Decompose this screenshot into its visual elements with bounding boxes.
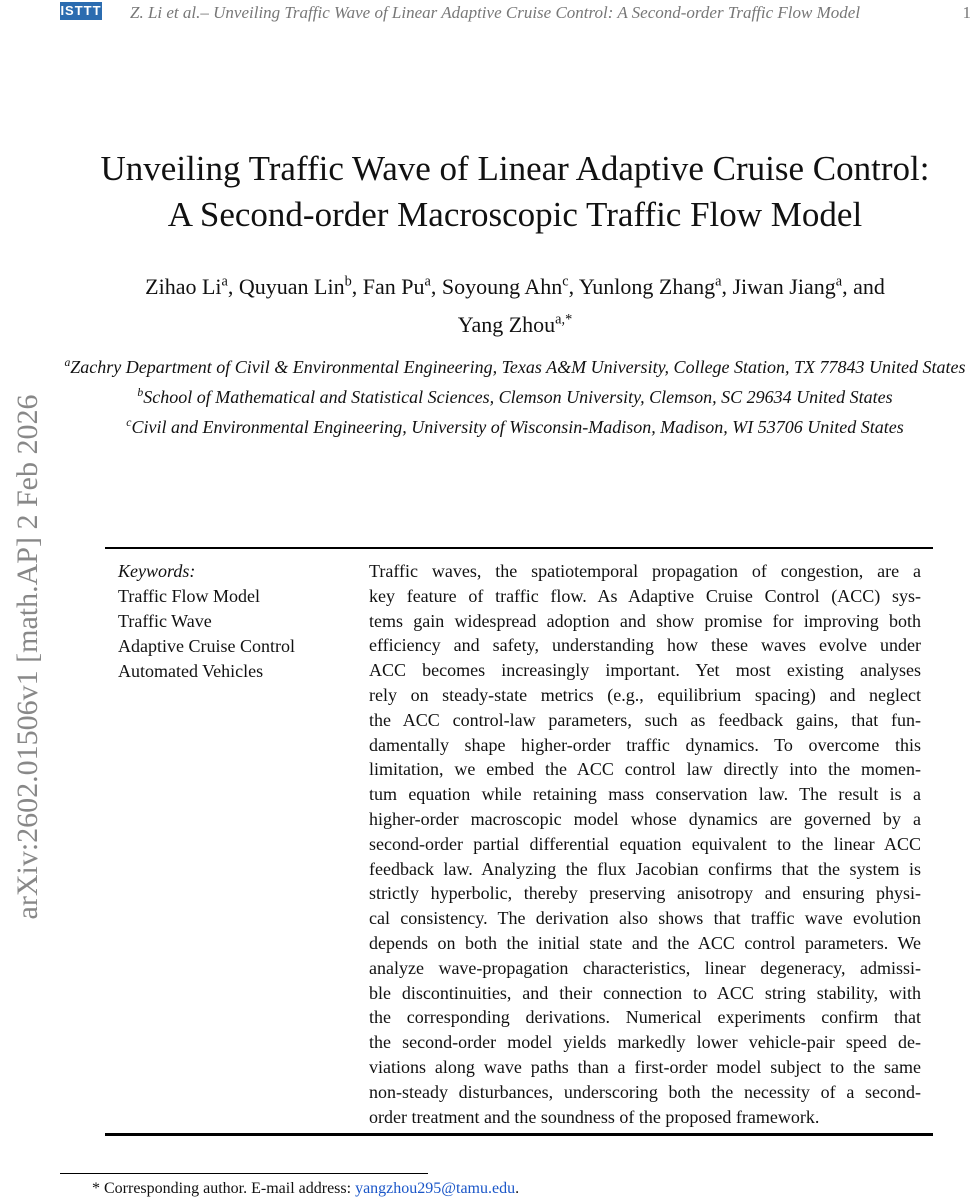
author-separator: , [430, 274, 442, 300]
author-separator: , [351, 274, 363, 300]
footnote-text: * Corresponding author. E-mail address: [92, 1180, 356, 1197]
abstract-line: non-steady disturbances, underscoring both the necessity of a second- [369, 1081, 921, 1102]
page-number: 1 [962, 3, 971, 22]
affiliation-mark: c [126, 416, 132, 429]
author-separator: , [568, 274, 579, 300]
abstract-line: analyze wave-propagation characteristics, linear degeneracy, admissi- [369, 957, 921, 978]
abstract-line: second-order partial differential equation equivalent to the linear ACC [369, 833, 921, 854]
abstract-line: tum equation while retaining mass conservation law. The result is a [369, 784, 921, 805]
abstract-line: viations along wave paths than a first-order model subject to the same [369, 1056, 921, 1077]
author-name: Yang Zhou [457, 311, 556, 337]
affiliation [60, 380, 970, 410]
abstract-line: ACC becomes increasingly important. Yet most existing analyses [369, 660, 921, 681]
affiliations [60, 350, 970, 440]
affiliation-text: Civil and Environmental Engineering, University of Wisconsin-Madison, Madison, WI 53706 United States [131, 417, 904, 437]
abstract [369, 559, 921, 1129]
author [579, 274, 733, 299]
keywords-heading: Keywords: [118, 561, 196, 581]
abstract-line: the ACC control-law parameters, such as feedback gains, that fun- [369, 709, 921, 730]
affiliation-mark: a [64, 356, 71, 369]
affiliation [60, 350, 970, 380]
abstract-bottom-rule [105, 1133, 933, 1136]
author [239, 274, 363, 299]
abstract-line: higher-order macroscopic model whose dynamics are governed by a [369, 808, 921, 829]
affiliation-mark: b [137, 386, 144, 399]
author [145, 274, 239, 299]
author-affiliation-mark: b [344, 274, 352, 290]
affiliation-text: School of Mathematical and Statistical Sciences, Clemson University, Clemson, SC 29634 United States [143, 387, 893, 407]
abstract-line: the second-order model yields markedly lower vehicle-pair speed de- [369, 1032, 921, 1053]
abstract-line: ble discontinuities, and their connection to ACC string stability, with [369, 982, 921, 1003]
abstract-line: cal consistency. The derivation also shows that traffic wave evolution [369, 908, 921, 929]
abstract-line: limitation, we embed the ACC control law directly into the momen- [369, 759, 921, 780]
abstract-line: efficiency and safety, understanding how these waves evolve under [369, 635, 921, 656]
footnote-end: . [515, 1180, 520, 1197]
author-affiliation-mark: a [424, 274, 431, 290]
author-affiliation-mark: c [562, 274, 569, 290]
author-affiliation-mark: a [221, 274, 228, 290]
abstract-line: damentally shape higher-order traffic dynamics. To overcome this [369, 734, 921, 755]
abstract-line: key feature of traffic flow. As Adaptive Cruise Control (ACC) sys- [369, 585, 921, 606]
abstract-line: feedback law. Analyzing the flux Jacobian confirms that the system is [369, 858, 921, 879]
author-name: Zihao Li [145, 274, 222, 300]
title-line: Unveiling Traffic Wave of Linear Adaptive Cruise Control: [100, 149, 930, 188]
author-name: Quyuan Lin [238, 274, 345, 300]
abstract-line: strictly hyperbolic, thereby preserving anisotropy and ensuring physi- [369, 883, 921, 904]
keyword: Traffic Wave [118, 611, 212, 631]
title-line: A Second-order Macroscopic Traffic Flow Model [167, 195, 863, 234]
keyword: Adaptive Cruise Control [118, 636, 295, 656]
page-header [0, 2, 977, 24]
arxiv-stamp[interactable]: arXiv:2602.01506v1 [math.AP] 2 Feb 2026 [11, 394, 44, 920]
abstract-line: rely on steady-state metrics (e.g., equilibrium spacing) and neglect [369, 684, 921, 705]
running-title: Z. Li et al.– Unveiling Traffic Wave of Linear Adaptive Cruise Control: A Second-order Traffic Flow Model [130, 3, 861, 22]
author [458, 312, 572, 337]
affiliation [60, 410, 970, 440]
abstract-line: order treatment and the soundness of the proposed framework. [369, 1106, 820, 1127]
email-link[interactable]: yangzhou295@tamu.edu [355, 1180, 516, 1197]
abstract-line: the corresponding derivations. Numerical experiments confirm that [369, 1007, 921, 1028]
footnote [92, 1180, 519, 1198]
abstract-line: Traffic waves, the spatiotemporal propagation of congestion, are a [369, 561, 921, 581]
author-name: Soyoung Ahn [441, 274, 563, 300]
author-separator: , [721, 274, 733, 300]
author [442, 274, 579, 299]
author-separator: , and [842, 274, 885, 300]
keyword: Traffic Flow Model [118, 586, 261, 606]
keyword: Automated Vehicles [118, 661, 264, 681]
author-name: Jiwan Jiang [732, 274, 836, 300]
abstract-line: depends on both the initial state and the ACC control parameters. We [369, 932, 921, 953]
author-affiliation-mark: a [835, 274, 843, 290]
author-affiliation-mark: a [715, 274, 722, 290]
affiliation-text: Zachry Department of Civil & Environmental Engineering, Texas A&M University, College Station, TX 77843 United States [70, 357, 966, 377]
keywords-block [118, 559, 295, 684]
footnote-rule [60, 1173, 428, 1174]
abstract-line: tems gain widespread adoption and show promise for improving both [369, 610, 921, 631]
author-name: Fan Pu [362, 274, 425, 300]
author [732, 274, 884, 299]
abstract-top-rule [105, 547, 933, 549]
author-name: Yunlong Zhang [578, 274, 716, 300]
author-separator: , [227, 274, 239, 300]
paper-title [60, 146, 970, 238]
author-list [60, 266, 970, 341]
author [363, 274, 442, 299]
conference-logo: ISTTT [60, 3, 102, 18]
author-affiliation-mark: a,* [555, 311, 573, 328]
